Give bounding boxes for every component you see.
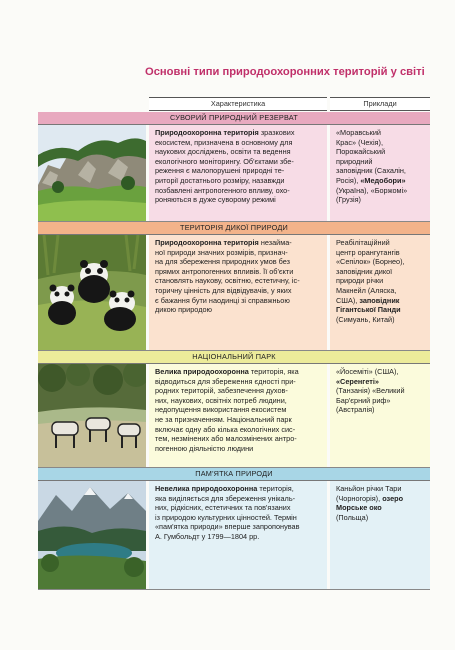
description-line: риторії достатнього розміру, назавжди xyxy=(155,175,285,185)
description-line: недопущення використання екосистем xyxy=(155,405,287,415)
section-description xyxy=(149,235,327,350)
zebras-savanna-photo xyxy=(38,364,146,467)
example-line: (Чорногорія), озеро xyxy=(336,493,404,503)
section-description xyxy=(149,481,327,589)
description-line: Велика природоохоронна територія, яка xyxy=(155,367,299,376)
description-line: них, наукових, освітніх потреб людини, xyxy=(155,395,287,405)
description-line: із природою культурних цінностей. Термін xyxy=(155,512,297,522)
description-line: роняються в дуже суворому режимі xyxy=(155,195,276,205)
giant-pandas-photo xyxy=(38,235,146,350)
column-header-characteristic: Характеристика xyxy=(149,97,327,111)
description-line: дикою природою xyxy=(155,305,212,315)
example-line: Макнейл (Аляска, xyxy=(336,285,397,295)
section-band-natural-monument: ПАМ'ЯТКА ПРИРОДИ xyxy=(38,468,430,481)
description-line: прямих антропогенних впливів. Її об'єкти xyxy=(155,266,294,276)
description-line: них, рідкісних, естетичних та пов'язаних xyxy=(155,503,291,513)
section-band-national-park: НАЦІОНАЛЬНИЙ ПАРК xyxy=(38,351,430,364)
example-line: Морське око xyxy=(336,503,382,513)
description-line: Природоохоронна територія незайма- xyxy=(155,238,292,247)
description-line: є бажання бути наодинці зі справжньою xyxy=(155,295,290,305)
description-line: наукових досліджень, освіти та ведення xyxy=(155,147,291,157)
description-line: позбавлені антропогенного впливу, охо- xyxy=(155,185,290,195)
description-line: родних територій, забезпечення духов- xyxy=(155,386,288,396)
description-line: яка виділяється для збереження унікаль- xyxy=(155,493,296,503)
description-line: тем, незмінених або малозмінених антро- xyxy=(155,434,297,444)
example-line: (Танзанія) «Великий xyxy=(336,386,405,396)
section-examples xyxy=(330,235,430,350)
description-line: Невелика природоохоронна територія, xyxy=(155,484,294,493)
example-line: США), заповідник xyxy=(336,295,400,305)
section-description xyxy=(149,125,327,221)
example-line: (Симуань, Китай) xyxy=(336,314,395,324)
section-band-strict-reserve: СУВОРИЙ ПРИРОДНИЙ РЕЗЕРВАТ xyxy=(38,112,430,125)
column-header-examples: Приклади xyxy=(330,97,430,111)
description-line: відводиться для збереження єдності при- xyxy=(155,376,296,386)
description-line: становлять наукову, освітню, естетичну, іс- xyxy=(155,276,300,286)
example-line: Гігантської Панди xyxy=(336,305,401,315)
description-line: ної природи значних розмірів, признач- xyxy=(155,247,288,257)
description-line: торичну цінність для відвідувачів, у яких xyxy=(155,285,292,295)
section-examples xyxy=(330,481,430,589)
example-line: центр орангутангів xyxy=(336,247,400,257)
section-description xyxy=(149,364,327,467)
description-line: «пам'ятка природи» вперше запропонував xyxy=(155,522,300,532)
description-line: Природоохоронна територія зразкових xyxy=(155,128,295,137)
rocky-hills-forest-photo xyxy=(38,125,146,221)
example-line: (Польща) xyxy=(336,512,369,522)
example-line: заповідник дикої xyxy=(336,266,393,276)
example-line: «Серенгеті» xyxy=(336,376,379,386)
example-line: (Україна), «Боржомі» xyxy=(336,185,408,195)
example-line: Реабілітаційний xyxy=(336,238,390,247)
description-line: А. Гумбольдт у 1799—1804 рр. xyxy=(155,531,260,541)
section-band-wilderness: ТЕРИТОРІЯ ДИКОЇ ПРИРОДИ xyxy=(38,222,430,235)
example-line: (Австралія) xyxy=(336,405,375,415)
example-line: Каньйон річки Тари xyxy=(336,484,402,493)
description-line: включає одну або кілька екологічних сис- xyxy=(155,424,296,434)
description-line: не за призначенням. Національний парк xyxy=(155,414,292,424)
example-line: «Йосеміті» (США), xyxy=(336,367,399,376)
page-title: Основні типи природоохоронних територій у світі xyxy=(145,66,425,78)
section-examples xyxy=(330,125,430,221)
example-line: природний xyxy=(336,156,373,166)
example-line: Крас» (Чехія), xyxy=(336,137,383,147)
description-line: екологічного моніторингу. Об'єктами збе- xyxy=(155,156,294,166)
mountain-lake-canyon-photo xyxy=(38,481,146,589)
example-line: заповідник (Сахалін, xyxy=(336,166,406,176)
example-line: «Сепілок» (Борнео), xyxy=(336,257,405,267)
example-line: «Моравський xyxy=(336,128,381,137)
description-line: реження є малопорушені природні те- xyxy=(155,166,285,176)
example-line: Бар'єрний риф» xyxy=(336,395,391,405)
example-line: Порожайський xyxy=(336,147,386,157)
description-line: погенною діяльністю людини xyxy=(155,443,254,453)
description-line: екосистем, призначена в основному для xyxy=(155,137,293,147)
example-line: (Грузія) xyxy=(336,195,361,205)
description-line: на для збереження природних умов без xyxy=(155,257,291,267)
section-examples xyxy=(330,364,430,467)
example-line: Росія), «Медобори» xyxy=(336,175,406,185)
example-line: природи річки xyxy=(336,276,384,286)
